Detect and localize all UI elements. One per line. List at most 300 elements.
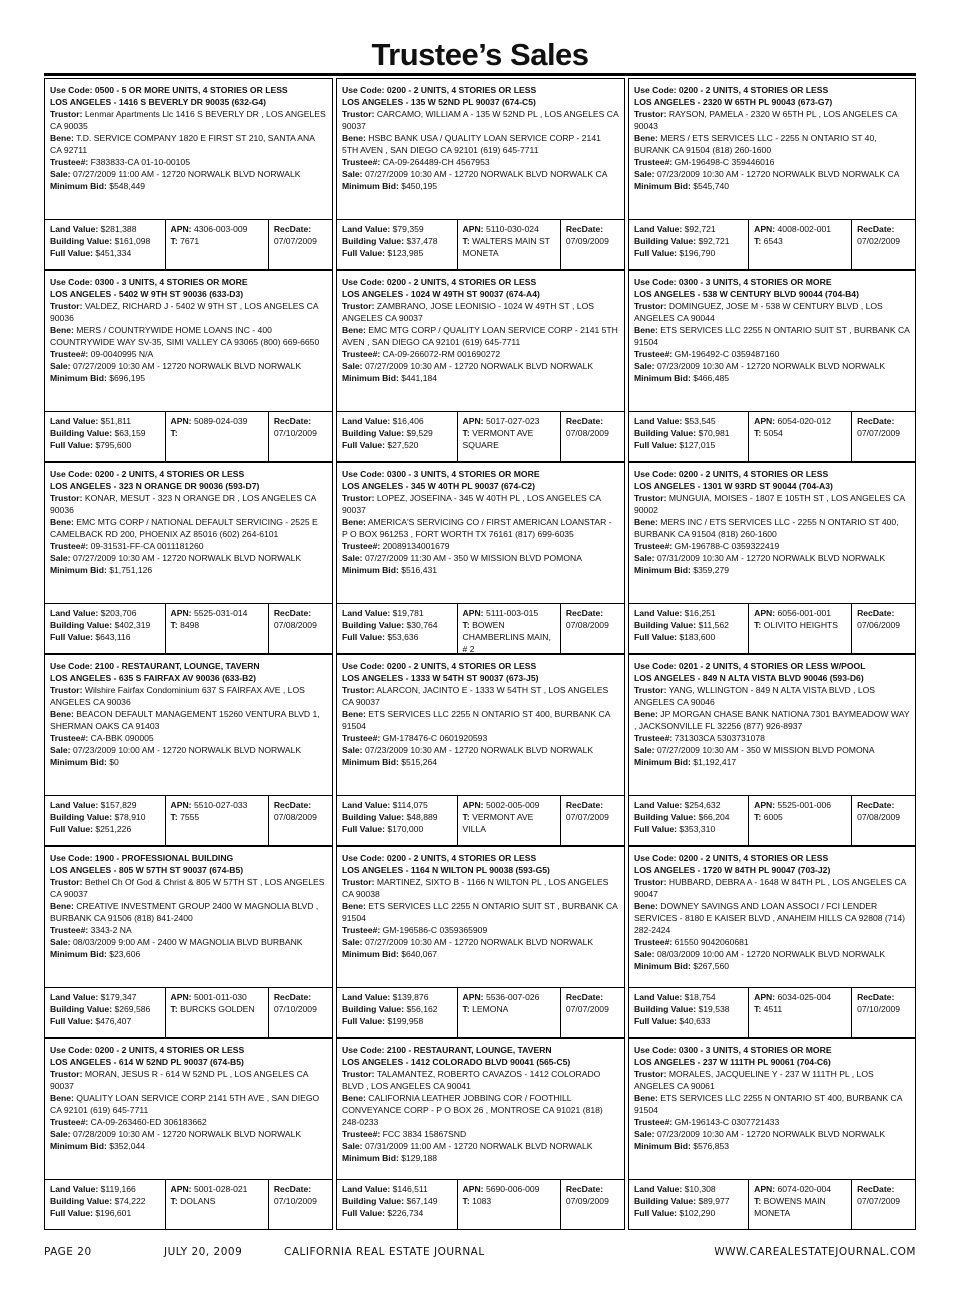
sale-info-value: 07/27/2009 10:30 AM - 350 W MISSION BLVD POMONA <box>656 745 875 755</box>
sale-info <box>634 552 910 564</box>
tract-value: LEMONA <box>472 1004 509 1014</box>
land-value <box>634 1183 745 1195</box>
recdate-cell <box>561 604 624 653</box>
beneficiary-label: Bene: <box>342 325 366 335</box>
minimum-bid-value: $1,751,126 <box>109 565 153 575</box>
trustor <box>634 300 910 324</box>
land-value <box>342 415 454 427</box>
trustee-number-label: Trustee#: <box>634 541 673 551</box>
full-value-label: Full Value: <box>342 632 385 642</box>
recdate-label: RecDate: <box>565 416 604 426</box>
trustor <box>342 300 619 324</box>
valuation-row <box>628 796 916 846</box>
tract <box>463 235 557 259</box>
recdate-value: 07/07/2009 <box>565 1004 609 1014</box>
minimum-bid-label: Minimum Bid: <box>50 373 107 383</box>
trustor-value: HUBBARD, DEBRA A - 1648 W 84TH PL , LOS ANGELES CA 90047 <box>634 877 906 899</box>
trustor <box>342 876 619 900</box>
beneficiary-label: Bene: <box>50 709 74 719</box>
beneficiary-label: Bene: <box>342 133 366 143</box>
building-value-value: $78,910 <box>114 812 146 822</box>
listing-details <box>336 78 625 220</box>
sale-info <box>342 360 619 372</box>
land-value-value: $179,347 <box>100 992 137 1002</box>
land-value-value: $203,706 <box>100 608 137 618</box>
sale-info-label: Sale: <box>50 937 71 947</box>
property-location: LOS ANGELES - 614 W 52ND PL 90037 (674-B5) <box>50 1057 244 1067</box>
use-code: Use Code: 0500 - 5 OR MORE UNITS, 4 STORIES OR LESS <box>50 85 288 95</box>
recdate-value: 07/07/2009 <box>857 1196 901 1206</box>
tract-value: 4511 <box>763 1004 783 1014</box>
listing-details <box>44 270 333 412</box>
tract-value: OLIVITO HEIGHTS <box>763 620 839 630</box>
recdate-cell <box>269 220 332 269</box>
beneficiary <box>50 324 327 348</box>
land-value-label: Land Value: <box>342 992 391 1002</box>
use-code: Use Code: 0200 - 2 UNITS, 4 STORIES OR LESS <box>634 85 829 95</box>
sale-info-value: 07/27/2009 10:30 AM - 12720 NORWALK BLVD NORWALK CA <box>364 169 608 179</box>
apn-value: 5690-006-009 <box>485 1184 540 1194</box>
use-code: Use Code: 0200 - 2 UNITS, 4 STORIES OR LESS <box>634 853 829 863</box>
trustor-label: Trustor: <box>342 1069 375 1079</box>
listing-entry <box>44 270 333 462</box>
trustee-number <box>50 1116 327 1128</box>
footer-date: JULY 20, 2009 <box>164 1246 243 1258</box>
beneficiary-value: CALIFORNIA LEATHER JOBBING COR / FOOTHILL CONVEYANCE CORP - P O BOX 26 , MONTROSE CA 91021 (818) 248-0233 <box>342 1093 603 1127</box>
value-cell <box>337 604 458 653</box>
sale-info <box>634 360 910 372</box>
trustor-label: Trustor: <box>342 109 375 119</box>
beneficiary-label: Bene: <box>342 517 366 527</box>
apn-label: APN: <box>462 992 484 1002</box>
beneficiary-value: ETS SERVICES LLC 2255 N ONTARIO ST 400, BURBANK CA 91504 <box>342 709 610 731</box>
beneficiary-value: MERS / COUNTRYWIDE HOME LOANS INC - 400 COUNTRYWIDE WAY SV-35, SIMI VALLEY CA 93065 (800) 669-6650 <box>50 325 320 347</box>
minimum-bid-label: Minimum Bid: <box>634 757 691 767</box>
use-code: Use Code: 0300 - 3 UNITS, 4 STORIES OR MORE <box>50 277 248 287</box>
recdate-value: 07/10/2009 <box>273 428 317 438</box>
apn-label: APN: <box>754 224 776 234</box>
apn <box>463 1183 557 1195</box>
sale-info <box>634 1128 910 1140</box>
apn-label: APN: <box>754 416 776 426</box>
building-value-label: Building Value: <box>342 812 405 822</box>
full-value <box>342 631 454 643</box>
trustor-label: Trustor: <box>342 493 375 503</box>
full-value-label: Full Value: <box>50 248 93 258</box>
recdate-cell <box>852 604 915 653</box>
property-location: LOS ANGELES - 1416 S BEVERLY DR 90035 (632-G4) <box>50 97 267 107</box>
trustee-number-label: Trustee#: <box>634 937 673 947</box>
tract <box>171 1003 265 1015</box>
minimum-bid-label: Minimum Bid: <box>342 1153 399 1163</box>
land-value <box>634 607 745 619</box>
full-value-value: $353,310 <box>679 824 716 834</box>
trustor <box>342 1068 619 1092</box>
sale-info-label: Sale: <box>342 361 363 371</box>
use-code: Use Code: 0200 - 2 UNITS, 4 STORIES OR LESS <box>50 469 245 479</box>
apn-value: 6034-025-004 <box>777 992 832 1002</box>
tract-label: T: <box>170 812 178 822</box>
sale-info-label: Sale: <box>634 1129 655 1139</box>
full-value-label: Full Value: <box>634 824 677 834</box>
property-location: LOS ANGELES - 1164 N WILTON PL 90038 (593-G5) <box>342 865 550 875</box>
trustor-value: CARCAMO, WILLIAM A - 135 W 52ND PL , LOS ANGELES CA 90037 <box>342 109 619 131</box>
beneficiary <box>50 1092 327 1116</box>
sale-info-value: 07/27/2009 10:30 AM - 12720 NORWALK BLVD NORWALK <box>364 361 594 371</box>
trustee-number-value: GM-196788-C 0359322419 <box>674 541 780 551</box>
apn <box>754 607 848 619</box>
listing-entry <box>336 462 625 654</box>
beneficiary-value: DOWNEY SAVINGS AND LOAN ASSOCI / FCI LENDER SERVICES - 8180 E KAISER BLVD , ANAHEIM HILLS CA 92808 (714) 282-2424 <box>634 901 905 935</box>
sale-info-label: Sale: <box>50 553 71 563</box>
trustee-number <box>342 348 619 360</box>
tract-label: T: <box>754 812 762 822</box>
value-cell <box>45 604 166 653</box>
trustee-number-label: Trustee#: <box>634 157 673 167</box>
beneficiary-label: Bene: <box>50 133 74 143</box>
beneficiary-value: ETS SERVICES LLC 2255 N ONTARIO ST 400, BURBANK CA 91504 <box>634 1093 902 1115</box>
land-value-value: $18,754 <box>684 992 716 1002</box>
valuation-row <box>336 988 625 1038</box>
value-cell <box>337 220 458 269</box>
trustor <box>50 1068 327 1092</box>
apn-label: APN: <box>754 608 776 618</box>
listing-entry <box>336 1038 625 1230</box>
trustor-value: YANG, WLLINGTON - 849 N ALTA VISTA BLVD , LOS ANGELES CA 90046 <box>634 685 876 707</box>
footer-publication: CALIFORNIA REAL ESTATE JOURNAL <box>284 1246 485 1258</box>
recdate-label: RecDate: <box>273 800 312 810</box>
minimum-bid-value: $441,184 <box>401 373 438 383</box>
land-value-label: Land Value: <box>634 224 683 234</box>
tract-label: T: <box>170 620 178 630</box>
minimum-bid-label: Minimum Bid: <box>50 181 107 191</box>
land-value <box>634 223 745 235</box>
land-value-value: $281,388 <box>100 224 137 234</box>
trustee-number-label: Trustee#: <box>342 541 381 551</box>
building-value-label: Building Value: <box>634 812 697 822</box>
building-value-label: Building Value: <box>342 428 405 438</box>
apn-value: 4306-003-009 <box>193 224 248 234</box>
listing-entry <box>336 270 625 462</box>
title-rule <box>44 73 916 76</box>
full-value <box>634 1015 745 1027</box>
listing-details <box>336 654 625 796</box>
minimum-bid <box>634 756 910 768</box>
land-value <box>50 1183 162 1195</box>
trustee-number <box>634 156 910 168</box>
minimum-bid-label: Minimum Bid: <box>634 1141 691 1151</box>
trustor-value: MARTINEZ, SIXTO B - 1166 N WILTON PL , LOS ANGELES CA 90038 <box>342 877 609 899</box>
sale-info-value: 07/23/2009 10:30 AM - 12720 NORWALK BLVD NORWALK <box>656 361 886 371</box>
building-value <box>634 619 745 631</box>
recdate-label: RecDate: <box>273 1184 312 1194</box>
land-value-label: Land Value: <box>342 1184 391 1194</box>
valuation-row <box>336 796 625 846</box>
beneficiary-value: EMC MTG CORP / QUALITY LOAN SERVICE CORP - 2141 5TH AVEN , SAN DIEGO CA 92101 (619) 645-7711 <box>342 325 618 347</box>
value-cell <box>337 412 458 461</box>
beneficiary <box>50 708 327 732</box>
trustee-number <box>342 540 619 552</box>
beneficiary-label: Bene: <box>50 1093 74 1103</box>
trustee-number-label: Trustee#: <box>634 349 673 359</box>
beneficiary <box>50 900 327 924</box>
tract <box>171 235 265 247</box>
trustee-number <box>634 732 910 744</box>
listing-entry <box>628 846 916 1038</box>
valuation-row <box>336 412 625 462</box>
sale-info <box>634 744 910 756</box>
building-value <box>50 235 162 247</box>
trustee-number-value: 61550 9042060681 <box>674 937 749 947</box>
apn <box>463 223 557 235</box>
recdate-value: 07/10/2009 <box>857 1004 901 1014</box>
beneficiary-label: Bene: <box>634 1093 658 1103</box>
minimum-bid <box>634 564 910 576</box>
tract <box>171 619 265 631</box>
listing-details <box>336 1038 625 1180</box>
apn <box>463 799 557 811</box>
use-code: Use Code: 0200 - 2 UNITS, 4 STORIES OR LESS <box>50 1045 245 1055</box>
land-value-label: Land Value: <box>342 800 391 810</box>
recdate-value: 07/08/2009 <box>273 620 317 630</box>
trustee-number-label: Trustee#: <box>50 1117 89 1127</box>
apn-value: 5001-011-030 <box>193 992 247 1002</box>
trustor-label: Trustor: <box>342 301 375 311</box>
trustor-value: KONAR, MESUT - 323 N ORANGE DR , LOS ANGELES CA 90036 <box>50 493 316 515</box>
recdate-cell <box>269 604 332 653</box>
trustor-label: Trustor: <box>634 109 667 119</box>
value-cell <box>629 412 749 461</box>
building-value-label: Building Value: <box>342 1004 405 1014</box>
trustor <box>634 1068 910 1092</box>
apn-value: 5536-007-026 <box>485 992 540 1002</box>
trustee-number <box>50 348 327 360</box>
building-value <box>634 1195 745 1207</box>
listing-entry <box>336 846 625 1038</box>
tract <box>754 811 848 823</box>
sale-info-value: 07/23/2009 10:00 AM - 12720 NORWALK BLVD NORWALK <box>72 745 302 755</box>
tract <box>171 427 265 439</box>
tract-label: T: <box>754 428 762 438</box>
valuation-row <box>628 1180 916 1230</box>
full-value-value: $123,985 <box>387 248 424 258</box>
trustor <box>634 492 910 516</box>
recdate-label: RecDate: <box>565 1184 604 1194</box>
trustor <box>634 108 910 132</box>
tract-label: T: <box>462 236 470 246</box>
building-value-value: $9,529 <box>406 428 433 438</box>
building-value-label: Building Value: <box>50 1004 113 1014</box>
trustor <box>50 300 327 324</box>
land-value <box>634 415 745 427</box>
full-value <box>342 823 454 835</box>
tract-value: WALTERS MAIN ST MONETA <box>462 236 550 258</box>
recdate-cell <box>269 412 332 461</box>
building-value-value: $48,889 <box>406 812 438 822</box>
apn-label: APN: <box>170 416 192 426</box>
land-value-value: $254,632 <box>684 800 721 810</box>
full-value <box>342 439 454 451</box>
full-value <box>342 247 454 259</box>
tract <box>463 811 557 835</box>
apn-label: APN: <box>462 416 484 426</box>
value-cell <box>45 412 166 461</box>
full-value <box>50 247 162 259</box>
use-code: Use Code: 0200 - 2 UNITS, 4 STORIES OR LESS <box>634 469 829 479</box>
building-value-value: $269,586 <box>114 1004 151 1014</box>
listing-entry <box>628 654 916 846</box>
full-value <box>342 1207 454 1219</box>
trustee-number-label: Trustee#: <box>50 925 89 935</box>
valuation-row <box>336 220 625 270</box>
trustee-number <box>634 348 910 360</box>
apn-cell <box>749 796 852 845</box>
trustor-value: Wilshire Fairfax Condominium 637 S FAIRFAX AVE , LOS ANGELES CA 90036 <box>50 685 305 707</box>
trustee-number-label: Trustee#: <box>342 349 381 359</box>
property-location: LOS ANGELES - 2320 W 65TH PL 90043 (673-G7) <box>634 97 833 107</box>
trustee-number-label: Trustee#: <box>50 541 89 551</box>
land-value-value: $16,251 <box>684 608 716 618</box>
trustor <box>50 108 327 132</box>
building-value-value: $161,098 <box>114 236 151 246</box>
apn-cell <box>166 988 269 1037</box>
tract-value: VERMONT AVE VILLA <box>462 812 534 834</box>
tract-label: T: <box>170 236 178 246</box>
land-value-value: $53,545 <box>684 416 716 426</box>
listing-details <box>44 654 333 796</box>
listing-entry <box>628 78 916 270</box>
apn <box>754 799 848 811</box>
beneficiary <box>634 900 910 936</box>
apn <box>171 415 265 427</box>
apn-label: APN: <box>462 800 484 810</box>
full-value-value: $170,000 <box>387 824 424 834</box>
sale-info-value: 07/23/2009 10:30 AM - 12720 NORWALK BLVD NORWALK <box>656 1129 886 1139</box>
beneficiary-value: AMERICA'S SERVICING CO / FIRST AMERICAN LOANSTAR - P O BOX 961253 , FORT WORTH TX 76161 (817) 699-6035 <box>342 517 612 539</box>
trustor-label: Trustor: <box>634 493 667 503</box>
recdate-label: RecDate: <box>857 416 895 426</box>
use-code: Use Code: 1900 - PROFESSIONAL BUILDING <box>50 853 234 863</box>
valuation-row <box>44 412 333 462</box>
use-code: Use Code: 0201 - 2 UNITS, 4 STORIES OR LESS W/POOL <box>634 661 866 671</box>
listing-details <box>628 846 916 988</box>
recdate-label: RecDate: <box>273 992 312 1002</box>
trustee-number-label: Trustee#: <box>342 1129 381 1139</box>
apn-label: APN: <box>170 224 192 234</box>
apn-value: 5525-001-006 <box>777 800 832 810</box>
minimum-bid <box>342 1152 619 1164</box>
full-value-value: $183,600 <box>679 632 716 642</box>
sale-info-label: Sale: <box>50 361 71 371</box>
property-location: LOS ANGELES - 1720 W 84TH PL 90047 (703-J2) <box>634 865 831 875</box>
building-value-label: Building Value: <box>50 620 113 630</box>
full-value <box>50 1207 162 1219</box>
sale-info-value: 07/23/2009 10:30 AM - 12720 NORWALK BLVD NORWALK <box>364 745 594 755</box>
value-cell <box>629 988 749 1037</box>
trustee-number-value: 09-0040995 N/A <box>90 349 154 359</box>
apn <box>754 1183 848 1195</box>
land-value-label: Land Value: <box>50 608 99 618</box>
full-value-value: $226,734 <box>387 1208 424 1218</box>
full-value-value: $102,290 <box>679 1208 716 1218</box>
valuation-row <box>44 220 333 270</box>
minimum-bid <box>634 960 910 972</box>
trustee-number-value: CA-09-264489-CH 4567953 <box>382 157 490 167</box>
trustee-number <box>50 540 327 552</box>
minimum-bid-value: $267,560 <box>693 961 730 971</box>
sale-info-label: Sale: <box>634 553 655 563</box>
trustee-number <box>634 936 910 948</box>
trustee-number-value: 731303CA 5303731078 <box>674 733 765 743</box>
listing-entry <box>336 654 625 846</box>
beneficiary-label: Bene: <box>50 517 74 527</box>
value-cell <box>45 1180 166 1229</box>
apn-cell <box>166 220 269 269</box>
tract-label: T: <box>754 620 762 630</box>
trustee-number-value: CA-09-266072-RM 001690272 <box>382 349 501 359</box>
apn-value: 5017-027-023 <box>485 416 540 426</box>
trustee-number-label: Trustee#: <box>50 733 89 743</box>
land-value-label: Land Value: <box>634 800 683 810</box>
listing-entry <box>44 1038 333 1230</box>
land-value <box>50 415 162 427</box>
tract-label: T: <box>462 1196 470 1206</box>
tract-label: T: <box>170 1004 178 1014</box>
apn-cell <box>749 1180 852 1229</box>
building-value-label: Building Value: <box>342 620 405 630</box>
trustee-number-label: Trustee#: <box>342 157 381 167</box>
minimum-bid-value: $466,485 <box>693 373 730 383</box>
listing-details <box>336 462 625 604</box>
land-value-value: $157,829 <box>100 800 137 810</box>
building-value-value: $37,478 <box>406 236 438 246</box>
property-location: LOS ANGELES - 323 N ORANGE DR 90036 (593-D7) <box>50 481 260 491</box>
use-code: Use Code: 0200 - 2 UNITS, 4 STORIES OR LESS <box>342 277 537 287</box>
full-value-label: Full Value: <box>342 824 385 834</box>
building-value-label: Building Value: <box>634 1004 697 1014</box>
building-value-value: $89,977 <box>698 1196 730 1206</box>
minimum-bid-label: Minimum Bid: <box>342 949 399 959</box>
property-location: LOS ANGELES - 135 W 52ND PL 90037 (674-C5) <box>342 97 536 107</box>
building-value-label: Building Value: <box>634 1196 697 1206</box>
tract-label: T: <box>754 1004 762 1014</box>
trustee-number-label: Trustee#: <box>342 733 381 743</box>
apn-cell <box>458 412 561 461</box>
tract-label: T: <box>462 812 470 822</box>
tract-label: T: <box>754 1196 762 1206</box>
building-value <box>342 427 454 439</box>
minimum-bid-value: $696,195 <box>109 373 146 383</box>
full-value-value: $40,633 <box>679 1016 711 1026</box>
recdate-label: RecDate: <box>857 608 895 618</box>
minimum-bid <box>342 180 619 192</box>
trustee-number-label: Trustee#: <box>50 349 89 359</box>
beneficiary-label: Bene: <box>634 709 658 719</box>
tract <box>754 619 848 631</box>
land-value-label: Land Value: <box>634 1184 683 1194</box>
full-value-label: Full Value: <box>342 440 385 450</box>
tract <box>754 1003 848 1015</box>
trustor-value: LOPEZ, JOSEFINA - 345 W 40TH PL , LOS ANGELES CA 90037 <box>342 493 601 515</box>
minimum-bid-value: $1,192,417 <box>693 757 737 767</box>
beneficiary <box>50 516 327 540</box>
building-value <box>50 1195 162 1207</box>
use-code: Use Code: 0300 - 3 UNITS, 4 STORIES OR MORE <box>342 469 540 479</box>
apn-label: APN: <box>754 1184 776 1194</box>
apn-label: APN: <box>170 608 192 618</box>
listing-details <box>44 1038 333 1180</box>
trustee-number-value: 20089134001679 <box>382 541 450 551</box>
